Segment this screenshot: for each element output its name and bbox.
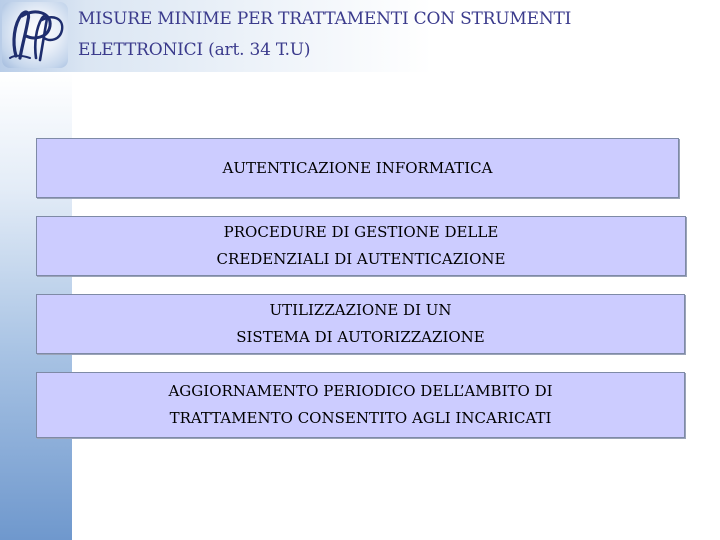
measure-box-authorization (36, 294, 685, 354)
measure-box-text: UTILIZZAZIONE DI UN (269, 301, 452, 319)
measure-box-periodic-update (36, 372, 685, 438)
measure-box-text: AUTENTICAZIONE INFORMATICA (222, 158, 493, 177)
measure-box-credentials (36, 216, 686, 276)
title-line-1: MISURE MINIME PER TRATTAMENTI CON STRUMENTI (78, 9, 572, 29)
page-title (78, 4, 698, 66)
measure-box-text: CREDENZIALI DI AUTENTICAZIONE (216, 250, 506, 268)
title-line-2: ELETTRONICI (art. 34 T.U) (78, 40, 311, 60)
measure-box-text: TRATTAMENTO CONSENTITO AGLI INCARICATI (169, 409, 552, 427)
measure-box-text: SISTEMA DI AUTORIZZAZIONE (236, 328, 485, 346)
monogram-p-logo-icon (2, 2, 68, 68)
measure-box-text: PROCEDURE DI GESTIONE DELLE (223, 223, 499, 241)
measure-box-text: AGGIORNAMENTO PERIODICO DELL’AMBITO DI (168, 382, 553, 400)
measure-box-authentication (36, 138, 679, 198)
